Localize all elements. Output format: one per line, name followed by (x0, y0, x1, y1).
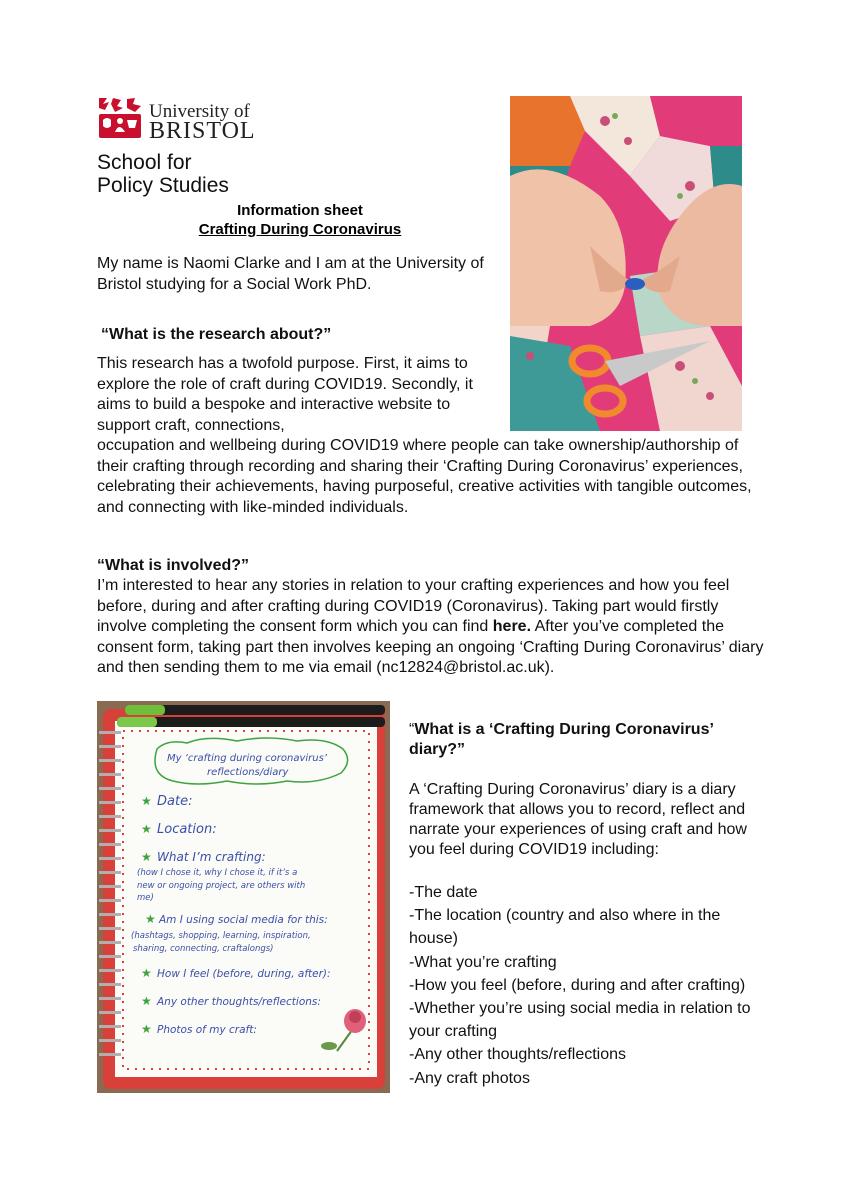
research-text-wide: occupation and wellbeing during COVID19 where people can take ownership/authorship of their crafting through recording and sharing their ‘Crafting During Coronavirus’ experiences, celebrating their achievements, having purposeful, creative activities with tangible outcomes, and connecting with like-minded individuals. (97, 437, 752, 516)
notebook-thoughts: Any other thoughts/reflections: (157, 996, 321, 1008)
diary-heading-quote: “ (409, 721, 415, 738)
list-item: -Whether you’re using social media in relation to your crafting (409, 1000, 751, 1041)
star-icon: ★ (141, 1022, 152, 1036)
intro-paragraph: My name is Naomi Clarke and I am at the University of Bristol studying for a Social Work PhD. (97, 255, 484, 293)
quilt-hands-photo (510, 96, 742, 431)
logo-university-text: University of (149, 101, 250, 122)
diary-heading-text: What is a ‘Crafting During Coronavirus’ diary?” (409, 721, 714, 758)
notebook-feel: How I feel (before, during, after): (157, 968, 331, 980)
diary-heading (409, 720, 769, 760)
notebook-title-line1: My ‘crafting during coronavirus’ (167, 753, 328, 764)
school-name-line2: Policy Studies (97, 174, 229, 197)
logo-bristol-text: BRISTOL (149, 118, 256, 144)
consent-form-link[interactable]: here. (492, 618, 532, 635)
document-title: Information sheet (237, 202, 363, 219)
notebook-crafting-sub3: me) (137, 893, 154, 903)
diary-notebook-photo (97, 701, 390, 1093)
list-item: -Any craft photos (409, 1069, 530, 1087)
notebook-social-sub2: sharing, connecting, craftalongs) (133, 944, 274, 954)
research-heading: “What is the research about?” (101, 326, 332, 343)
notebook-title-line2: reflections/diary (207, 767, 289, 778)
list-item: -Any other thoughts/reflections (409, 1046, 627, 1064)
star-icon: ★ (141, 966, 152, 980)
star-icon: ★ (141, 822, 152, 836)
list-item: -The date (409, 884, 478, 901)
notebook-date: Date: (157, 794, 193, 809)
notebook-location: Location: (157, 822, 217, 837)
notebook-photos: Photos of my craft: (157, 1024, 257, 1036)
involved-heading: “What is involved?” (97, 557, 250, 574)
star-icon: ★ (141, 994, 152, 1008)
star-icon: ★ (141, 794, 152, 808)
university-logo (97, 96, 267, 144)
research-text-narrow: This research has a twofold purpose. First, it aims to explore the role of craft during COVID19. Secondly, it aims to build a bespoke and interactive website to support craft, connections, (97, 355, 473, 434)
school-name-line1: School for (97, 151, 192, 174)
school-name (97, 151, 297, 197)
list-item: -The location (country and also where in the house) (409, 907, 721, 948)
list-item: -How you feel (before, during and after crafting) (409, 976, 746, 994)
notebook-crafting-sub1: (how I chose it, why I chose it, if it’s a (137, 868, 298, 878)
involved-paragraph (97, 576, 767, 679)
university-crest-icon (97, 96, 143, 140)
list-item: -What you’re crafting (409, 953, 557, 971)
notebook-crafting: What I’m crafting: (157, 850, 266, 864)
star-icon: ★ (141, 850, 152, 864)
involved-text-before: I’m interested to hear any stories in relation to your crafting experiences and how you feel before, during and after crafting during COVID19 (Coronavirus). Taking part would firstly involve completing the consent form which you can find (97, 577, 730, 635)
document-subtitle: Crafting During Coronavirus (198, 221, 402, 238)
involved-text-after: After you’ve completed the consent form, taking part then involves keeping an ongoing ‘Crafting During Coronavirus’ diary and then sending them to me via email (nc12824@bristol.ac.uk). (97, 618, 764, 676)
notebook-social-sub1: (hashtags, shopping, learning, inspiration, (131, 931, 311, 941)
notebook-social: Am I using social media for this: (159, 914, 328, 926)
diary-items-list (409, 881, 769, 1090)
diary-description: A ‘Crafting During Coronavirus’ diary is a diary framework that allows you to record, reflect and narrate your experiences of using craft and how you feel during COVID19 including: (409, 781, 747, 858)
notebook-crafting-sub2: new or ongoing project, are others with (137, 881, 306, 891)
star-icon: ★ (145, 912, 156, 926)
